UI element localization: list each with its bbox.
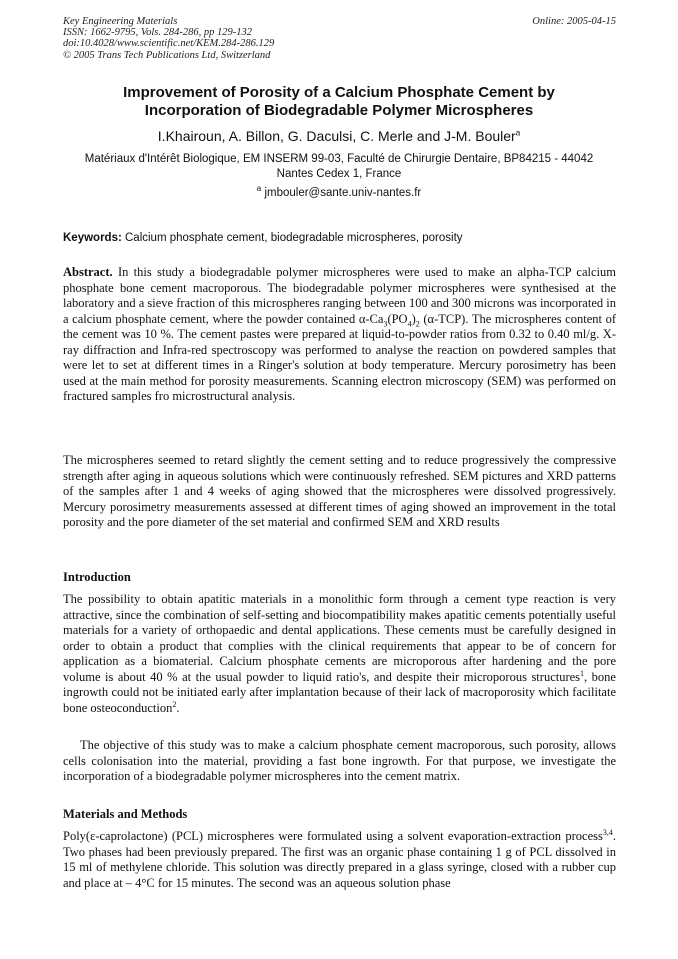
paper-title	[40, 84, 638, 120]
intro-text-b: , bone ingrowth could not be initiated early after implantation because of their lack of macroporosity which facilitate bone osteoconduction	[63, 669, 616, 715]
email-mark: a	[256, 184, 262, 194]
section-heading-introduction: Introduction	[63, 570, 131, 584]
abstract-label: Abstract.	[63, 265, 113, 279]
subscript: 2	[415, 319, 420, 328]
reference-mark[interactable]: 3,4	[602, 827, 613, 837]
author-email	[40, 186, 638, 200]
keywords-label: Keywords:	[63, 232, 122, 244]
author-list	[40, 127, 638, 145]
issn-line: ISSN: 1662-9795, Vols. 284-286, pp 129-132	[63, 27, 252, 39]
methods-text-a: Poly(ε-caprolactone) (PCL) microspheres were formulated using a solvent evaporation-extraction process	[63, 829, 603, 843]
reference-mark[interactable]: 1	[580, 668, 585, 678]
intro-text-a: The possibility to obtain apatitic materials in a monolithic form through a cement type reaction is very attractive, since the combination of self-setting and biocompatibility makes apatitic cements potentially useful materials for a variety of orthopaedic and dental applications. These cements must be carefully designed in order to obtain a product that complies with the clinical requirements that appear to be of concern for application as a biomaterial. Calcium phosphate cements are microporous after hardening and the pore volume is about 40 % at the usual powder to liquid ratio's, and despite their microporous structures	[63, 592, 616, 684]
keywords	[63, 231, 616, 245]
introduction-paragraph-1	[63, 592, 616, 716]
affiliation-line-2: Nantes Cedex 1, France	[276, 167, 402, 180]
keywords-text: Calcium phosphate cement, biodegradable microspheres, porosity	[125, 232, 463, 244]
abstract-text-d: (α-TCP). The microspheres content of the cement was 10 %. The cement pastes were prepared at liquid-to-powder ratios from 0.32 to 0.40 ml/g. X-ray diffraction and Infra-red spectroscopy was performed to analyse the reaction on powdered samples that were let to set at different times in a Ringer's solution at body temperature. Mercury porosimetry has been used at the main method for porosity measurements. Scanning electron microscopy (SEM) was performed on fractured samples fro microstructural analysis.	[63, 311, 616, 403]
journal-name: Key Engineering Materials	[63, 16, 178, 27]
author-affiliation-mark: a	[515, 128, 521, 138]
journal-header	[63, 16, 616, 61]
methods-text-b: . Two phases had been previously prepared. The first was an organic phase containing 1 g of PCL dissolved in 15 ml of methylene chloride. This solution was directly prepared in a glass syringe, closed with a rubber cup and place at – 4°C for 15 minutes. The second was an aqueous solution phase	[63, 829, 616, 890]
methods-paragraph-1	[63, 829, 616, 891]
copyright-line: © 2005 Trans Tech Publications Ltd, Switzerland	[63, 49, 271, 61]
reference-mark[interactable]: 2	[172, 699, 177, 709]
intro-text-c: .	[176, 700, 180, 715]
affiliation	[50, 152, 628, 181]
introduction-paragraph-2: The objective of this study was to make a calcium phosphate cement macroporous, such porosity, allows cells colonisation into the material, providing a fast bone ingrowth. For that purpose, we investigate the incorporation of a biodegradable polymer microspheres into the cement matrix.	[63, 738, 616, 783]
abstract-text-b: (PO	[387, 311, 408, 326]
affiliation-line-1: Matériaux d'Intérêt Biologique, EM INSERM 99-03, Faculté de Chirurgie Dentaire, BP84215 - 44042	[84, 153, 594, 165]
online-date: Online: 2005-04-15	[532, 16, 616, 27]
subscript: 3	[383, 319, 388, 328]
title-line-2: Incorporation of Biodegradable Polymer Microspheres	[144, 102, 534, 119]
doi-line[interactable]: doi:10.4028/www.scientific.net/KEM.284-286.129	[63, 38, 275, 50]
abstract-text-a: In this study a biodegradable polymer microspheres were used to make an alpha-TCP calcium phosphate bone cement macroporous. The biodegradable polymer microspheres were synthesised at the laboratory and a sieve fraction of this microspheres ranging between 100 and 300 microns was incorporated in a calcium phosphate cement, where the powder contained α-Ca	[63, 265, 616, 326]
abstract-text-c: )	[411, 311, 416, 326]
abstract-paragraph-2: The microspheres seemed to retard slightly the cement setting and to reduce progressively the compressive strength after aging in aqueous solutions which were continuously refreshed. SEM pictures and XRD patterns of the samples after 1 and 4 weeks of aging showed that the microspheres were dissolved progressively. Mercury porosimetry measurements assessed at different times of aging showed an improvement in the total porosity and the pore diameter of the set material and confirmed SEM and XRD results	[63, 453, 616, 529]
title-line-1: Improvement of Porosity of a Calcium Phosphate Cement by	[123, 84, 555, 101]
abstract-paragraph-1	[63, 265, 616, 405]
authors-text: I.Khairoun, A. Billon, G. Daculsi, C. Merle and J-M. Bouler	[157, 128, 516, 144]
section-heading-methods: Materials and Methods	[63, 807, 188, 821]
email-address[interactable]: jmbouler@sante.univ-nantes.fr	[264, 187, 422, 199]
subscript: 4	[407, 319, 412, 328]
